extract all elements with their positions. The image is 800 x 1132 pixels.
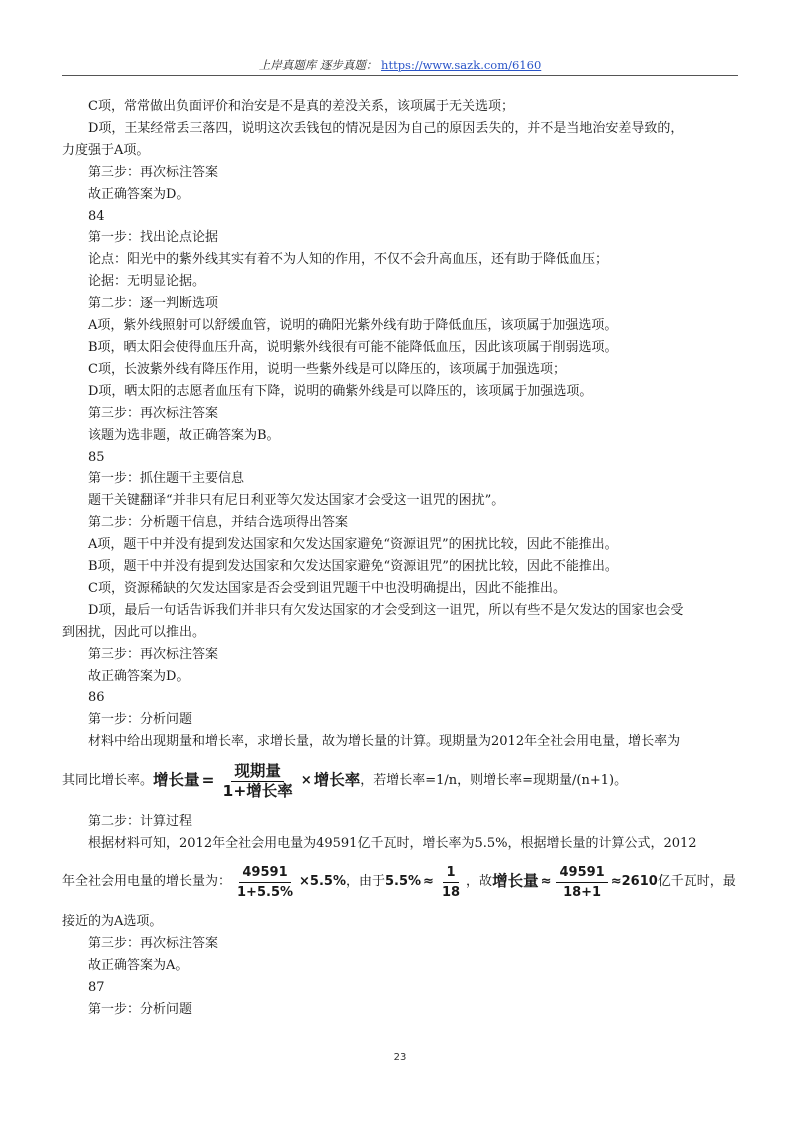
formula-tail-text: ，若增长率=1/n，则增长率=现期量/(n+1)。: [360, 773, 628, 789]
page-header: [62, 57, 738, 73]
text-line: C项，常常做出负面评价和治安是不是真的差没关系，该项属于无关选项；: [88, 99, 514, 114]
fraction-denominator: 1+增长率: [222, 781, 293, 800]
formula-times-rate: ×5.5%: [299, 874, 346, 890]
option-line: B项，晒太阳会使得血压升高，说明紫外线很有可能不能降低血压，因此该项属于削弱选项。: [88, 339, 618, 355]
formula-line-growth: [62, 759, 738, 803]
header-divider: [62, 75, 738, 76]
fraction-numerator: 49591: [239, 864, 290, 883]
step-heading: 第二步：逐一判断选项: [88, 296, 219, 312]
answer-line: 故正确答案为D。: [88, 186, 190, 202]
step-heading: 第一步：抓住题干主要信息: [88, 471, 245, 487]
header-label: 上岸真题库 逐步真题：: [258, 58, 378, 72]
text-line: 论据：无明显论据。: [88, 274, 206, 290]
formula-result: ≈2610: [610, 874, 658, 890]
question-number: 84: [88, 208, 105, 224]
formula-mid-text: ，由于: [345, 874, 385, 890]
header-url-link[interactable]: https://www.sazk.com/6160: [381, 58, 542, 72]
step-heading: 第三步：再次标注答案: [88, 935, 219, 951]
option-line: B项，题干中并没有提到发达国家和欠发达国家避免“资源诅咒”的困扰比较，因此不能推出。: [88, 559, 618, 575]
step-heading: 第一步：分析问题: [88, 712, 193, 728]
formula-approx: ≈: [423, 874, 434, 890]
answer-line: 故正确答案为A。: [88, 957, 189, 973]
formula-equals: =: [201, 771, 215, 790]
formula-lead-text: 其同比增长率。: [62, 773, 154, 789]
step-heading: 第二步：计算过程: [88, 814, 193, 830]
formula-lead-text: 年全社会用电量的增长量为：: [62, 874, 232, 890]
step-heading: 第三步：再次标注答案: [88, 164, 219, 180]
formula-fraction: [439, 864, 463, 901]
formula-lhs: 增长量: [492, 872, 539, 891]
document-body: [62, 96, 738, 1021]
option-line: C项，长波紫外线有降压作用，说明一些紫外线是可以降压的，该项属于加强选项；: [88, 361, 566, 377]
text-line: 题干关键翻译“并非只有尼日利亚等欠发达国家才会受这一诅咒的困扰”。: [88, 493, 505, 509]
fraction-denominator: 18: [441, 884, 461, 900]
text-line: 论点：阳光中的紫外线其实有着不为人知的作用，不仅不会升高血压，还有助于降低血压；: [88, 252, 609, 268]
page-number: 23: [393, 1052, 407, 1063]
fraction-numerator: 49591: [556, 864, 607, 883]
step-heading: 第二步：分析题干信息，并结合选项得出答案: [88, 515, 349, 531]
formula-mid-text: ，故: [466, 874, 493, 890]
step-heading: 第三步：再次标注答案: [88, 646, 219, 662]
formula-tail-text: 亿千瓦时，最: [657, 874, 736, 890]
text-line: 到困扰，因此可以推出。: [62, 624, 206, 640]
step-heading: 第一步：分析问题: [88, 1001, 193, 1017]
text-line: D项，王某经常丢三落四，说明这次丢钱包的情况是因为自己的原因丢失的，并不是当地治安差导致的，: [88, 120, 684, 136]
step-heading: 第三步：再次标注答案: [88, 405, 219, 421]
option-line: A项，题干中并没有提到发达国家和欠发达国家避免“资源诅咒”的困扰比较，因此不能推出。: [88, 537, 618, 553]
formula-fraction: [220, 763, 296, 800]
formula-approx: ≈: [540, 874, 552, 890]
option-line: D项，最后一句话告诉我们并非只有欠发达国家的才会受到这一诅咒，所以有些不是欠发达的国家也会受: [88, 602, 684, 618]
formula-fraction: [234, 864, 296, 901]
option-line: C项，资源稀缺的欠发达国家是否会受到诅咒题干中也没明确提出，因此不能推出。: [88, 580, 566, 596]
fraction-numerator: 现期量: [231, 763, 284, 782]
fraction-denominator: 1+5.5%: [237, 884, 294, 900]
question-number: 87: [88, 979, 105, 995]
question-number: 86: [88, 690, 105, 706]
option-line: D项，晒太阳的志愿者血压有下降，说明的确紫外线是可以降压的，该项属于加强选项。: [88, 383, 593, 399]
formula-times: ×: [300, 773, 312, 789]
fraction-numerator: 1: [443, 864, 458, 883]
formula-fraction: [556, 864, 607, 901]
answer-line: 故正确答案为D。: [88, 668, 190, 684]
option-line: A项，紫外线照射可以舒缓血管，说明的确阳光紫外线有助于降低血压，该项属于加强选项。: [88, 318, 618, 334]
text-line: 根据材料可知，2012年全社会用电量为49591亿千瓦时，增长率为5.5%，根据增长量的计算公式，2012: [88, 836, 697, 852]
text-line: 接近的为A选项。: [62, 914, 163, 929]
formula-line-calculation: [62, 859, 738, 905]
fraction-denominator: 18+1: [563, 884, 602, 900]
answer-line: 该题为选非题，故正确答案为B。: [88, 427, 280, 443]
text-line: 力度强于A项。: [62, 142, 150, 158]
step-heading: 第一步：找出论点论据: [88, 230, 219, 246]
text-line: 材料中给出现期量和增长率，求增长量，故为增长量的计算。现期量为2012年全社会用电量，增长率为: [88, 734, 681, 750]
formula-rate: 增长率: [313, 771, 361, 790]
question-number: 85: [88, 449, 105, 465]
formula-lhs: 增长量: [153, 771, 200, 790]
formula-rate: 5.5%: [384, 874, 422, 890]
